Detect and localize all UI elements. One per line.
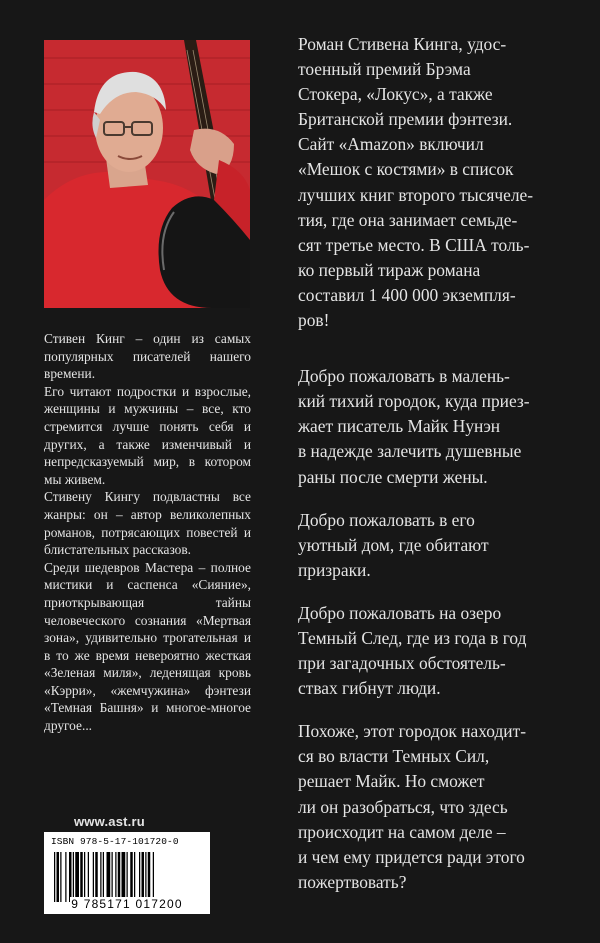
barcode-bar: [54, 852, 55, 902]
description-paragraph: [298, 601, 580, 701]
text-line: Роман Стивена Кинга, удос-: [298, 34, 507, 54]
text-line: ров!: [298, 310, 330, 331]
text-line: раны после смерти жены.: [298, 466, 488, 487]
barcode-bar: [134, 852, 135, 902]
barcode-bar: [115, 852, 116, 902]
text-line: уютный дом, где обитают: [298, 534, 489, 555]
text-line: Сайт «Amazon» включил: [298, 134, 484, 155]
text-line: составил 1 400 000 экземпля-: [298, 284, 516, 305]
barcode-bar: [88, 852, 89, 902]
barcode-bar: [100, 852, 101, 902]
text-line: Добро пожаловать на озеро: [298, 602, 502, 623]
barcode-bar: [107, 852, 111, 902]
barcode-bar: [127, 852, 128, 902]
barcode-bar: [75, 852, 79, 902]
publisher-url[interactable]: www.ast.ru: [74, 814, 145, 829]
text-line: Британской премии фэнтези.: [298, 109, 513, 130]
text-line: призраки.: [298, 559, 371, 580]
barcode-bar: [60, 852, 61, 902]
barcode-bar: [93, 852, 94, 902]
barcode-number: [44, 897, 210, 911]
text-line: решает Майк. Но сможет: [298, 771, 485, 792]
text-line: тия, где она занимает семьде-: [298, 209, 518, 230]
barcode-bar: [84, 852, 85, 902]
barcode-bars: [54, 852, 200, 902]
barcode-bar: [95, 852, 98, 902]
text-line: кий тихий городок, куда приез-: [298, 391, 530, 412]
barcode-bar: [69, 852, 72, 902]
barcode-bar: [73, 852, 74, 902]
text-line: происходит на самом деле –: [298, 821, 506, 842]
barcode-bar: [103, 852, 104, 902]
barcode-bar: [130, 852, 133, 902]
text-line: пожертвовать?: [298, 871, 407, 892]
text-line: ко первый тираж романа: [298, 259, 481, 280]
barcode: [44, 832, 210, 914]
barcode-bar: [142, 852, 145, 902]
text-line: сят третье место. В США толь-: [298, 234, 530, 255]
barcode-bar: [139, 852, 140, 902]
description-paragraph: [298, 719, 580, 895]
text-line: Похоже, этот городок находит-: [298, 721, 526, 742]
barcode-number-text: 9 785171 017200: [71, 897, 183, 911]
bio-paragraph: Его читают подростки и взрослые, женщины и мужчины – все, кто стремится лучше понять себя и других, а также изменчивый и непредсказуемый мир, в котором мы живем.: [44, 383, 251, 487]
text-line: тоенный премий Брэма: [298, 59, 471, 80]
barcode-bar: [65, 852, 66, 902]
text-line: жает писатель Майк Нунэн: [298, 416, 501, 437]
barcode-bar: [80, 852, 83, 902]
text-line: «Мешок с костями» в список: [298, 159, 514, 180]
barcode-bar: [122, 852, 126, 902]
description-paragraph: [298, 364, 580, 489]
text-line: Добро пожаловать в его: [298, 509, 475, 530]
barcode-bar: [153, 852, 154, 902]
barcode-bar: [112, 852, 113, 902]
text-line: ствах гибнут люди.: [298, 678, 441, 699]
description-paragraph: [298, 508, 580, 583]
text-line: ли он разобраться, что здесь: [298, 796, 508, 817]
description-paragraph: [298, 32, 580, 333]
book-description: [298, 32, 580, 913]
barcode-bar: [145, 852, 146, 902]
text-line: Стокера, «Локус», а также: [298, 84, 493, 105]
text-line: ся во власти Темных Сил,: [298, 746, 490, 767]
barcode-bar: [148, 852, 151, 902]
text-line: в надежде залечить душевные: [298, 441, 522, 462]
text-line: Добро пожаловать в малень-: [298, 366, 510, 387]
text-line: и чем ему придется ради этого: [298, 846, 525, 867]
bio-paragraph: Среди шедевров Мастера – полное мистики и саспенса «Сияние», приоткрывающая тайны человеческого сознания «Мертвая зона», удивительно трогательная и в то же время невероятно жесткая «Зеленая миля», леденящая кровь «Кэрри», «жемчужина» фэнтези «Темная Башня» и многое-многое другое...: [44, 559, 251, 734]
barcode-bar: [57, 852, 60, 902]
text-line: лучших книг второго тысячеле-: [298, 184, 534, 205]
bio-paragraph: Стивену Кингу подвластны все жанры: он – автор великолепных романов, потрясающих повестей и блистательных рассказов.: [44, 489, 251, 558]
text-line: Темный След, где из года в год: [298, 627, 527, 648]
author-bio: [44, 330, 251, 735]
isbn-text: ISBN 978-5-17-101720-0: [51, 836, 179, 847]
text-line: при загадочных обстоятель-: [298, 653, 506, 674]
bio-paragraph: Стивен Кинг – один из самых популярных писателей нашего времени.: [44, 331, 251, 382]
barcode-bar: [118, 852, 121, 902]
author-photo: [44, 40, 250, 308]
